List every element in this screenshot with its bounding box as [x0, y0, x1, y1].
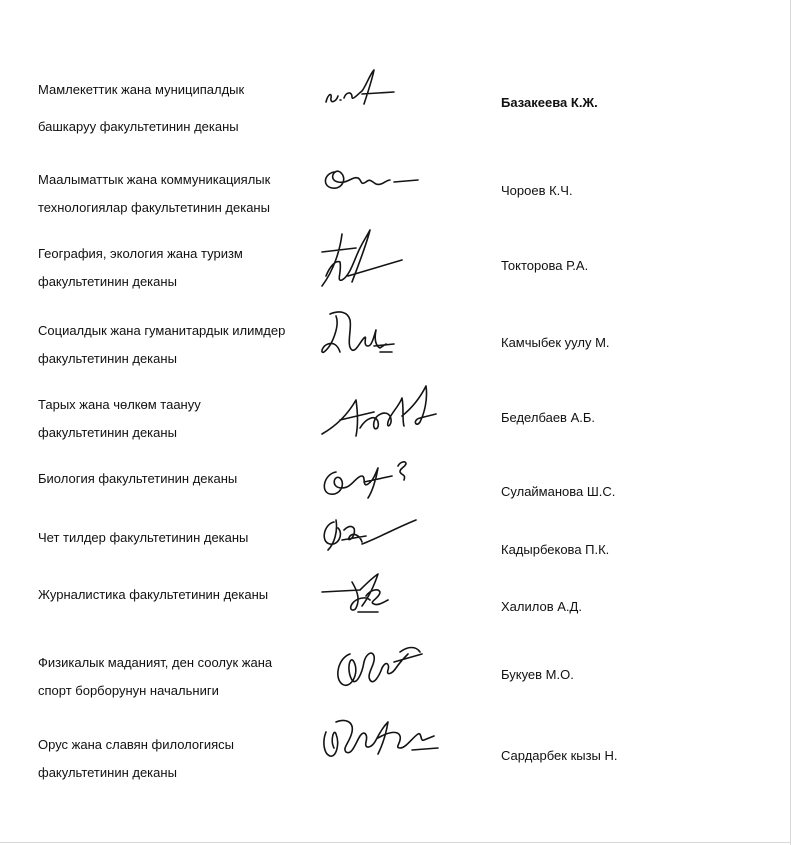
position-line: Биология факультетинин деканы	[38, 471, 238, 486]
signature-image	[316, 378, 446, 442]
person-name: Токторова Р.А.	[501, 258, 589, 273]
signature-image	[316, 712, 446, 768]
person-name: Букуев М.О.	[501, 667, 574, 682]
person-name: Сардарбек кызы Н.	[501, 748, 618, 763]
page-bottom-edge	[0, 842, 791, 843]
position-line: Чет тилдер факультетинин деканы	[38, 530, 249, 545]
person-name: Халилов А.Д.	[501, 599, 582, 614]
position-line: Физикалык маданият, ден соолук жана	[38, 655, 273, 670]
signature-image	[316, 514, 426, 554]
position-line: факультетинин деканы	[38, 765, 177, 780]
person-name: Беделбаев А.Б.	[501, 410, 595, 425]
position-line: Тарых жана чөлкөм таануу	[38, 397, 201, 412]
signature-image	[312, 226, 412, 292]
person-name: Кадырбекова П.К.	[501, 542, 610, 557]
signature-image	[318, 570, 408, 616]
position-line: технологиялар факультетинин деканы	[38, 200, 270, 215]
position-line: факультетинин деканы	[38, 274, 177, 289]
person-name: Чороев К.Ч.	[501, 183, 573, 198]
signature-image	[318, 64, 408, 114]
person-name: Базакеева К.Ж.	[501, 95, 598, 110]
position-line: факультетинин деканы	[38, 351, 177, 366]
position-line: Орус жана славян филологиясы	[38, 737, 234, 752]
position-line: Журналистика факультетинин деканы	[38, 587, 269, 602]
person-name: Камчыбек уулу М.	[501, 335, 610, 350]
position-line: Маалыматтык жана коммуникациялык	[38, 172, 271, 187]
position-line: Социалдык жана гуманитардык илимдер	[38, 323, 286, 338]
position-line: Мамлекеттик жана муниципалдык	[38, 82, 245, 97]
position-line: География, экология жана туризм	[38, 246, 243, 261]
signature-image	[316, 454, 416, 504]
signature-image	[318, 160, 428, 200]
position-line: башкаруу факультетинин деканы	[38, 119, 239, 134]
position-line: спорт борборунун начальниги	[38, 683, 219, 698]
person-name: Сулайманова Ш.С.	[501, 484, 616, 499]
signature-image	[330, 640, 430, 700]
signature-image	[316, 306, 406, 366]
position-line: факультетинин деканы	[38, 425, 177, 440]
